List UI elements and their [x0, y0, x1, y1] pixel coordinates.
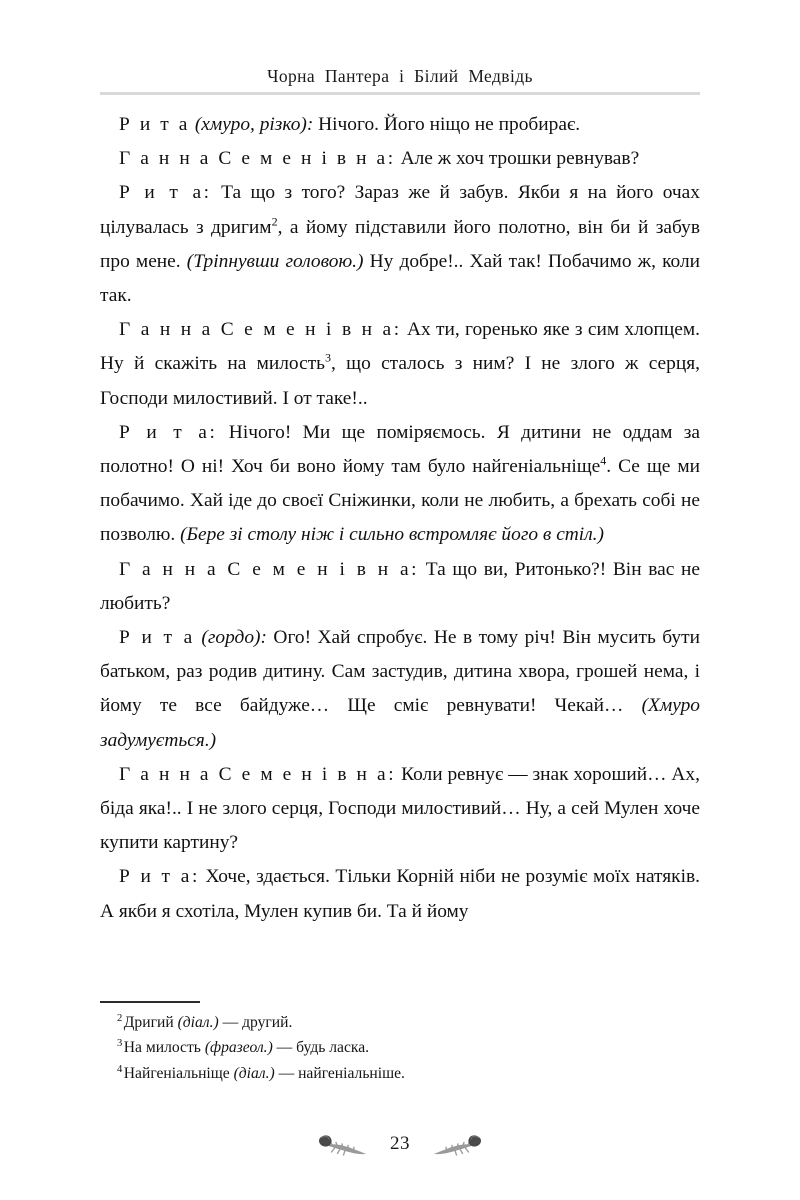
stage-direction: (хмуро, різко):	[190, 114, 314, 135]
stage-direction: (Тріпнувши головою.)	[186, 250, 364, 272]
dialogue-paragraph	[100, 108, 700, 142]
footnote-item	[100, 1010, 700, 1035]
footnote-abbr: (діал.)	[177, 1014, 219, 1031]
dialogue-paragraph	[100, 553, 700, 621]
dialogue-paragraph	[100, 758, 700, 861]
footnote-block	[100, 1010, 700, 1086]
speaker-name: Р и т а:	[119, 866, 200, 888]
dialogue-text: Коли ревнує — знак хороший… Ах, біда яка!.. І не злого серця, Господи милостивий… Ну, а сей Мулен хоче купити картину?	[100, 763, 700, 854]
speaker-name: Г а н н а С е м е н і в н а:	[119, 148, 396, 170]
header-rule	[100, 92, 700, 95]
footnote-item	[100, 1035, 700, 1060]
dialogue-text: Нічого! Ми ще поміряємось. Я дитини не оддам за полотно! О ні! Хоч би воно йому там було найгеніальніще	[100, 421, 700, 478]
stage-direction: (Бере зі столу ніж і сильно встромляє його в стіл.)	[180, 524, 604, 546]
dialogue-text: Нічого. Його ніщо не пробирає.	[313, 114, 581, 135]
footnote-term: Найгеніальніще	[123, 1064, 234, 1082]
stage-direction: (Хмуро задумується.)	[100, 695, 700, 751]
speaker-name: Г а н н а С е м е н і в н а:	[119, 558, 420, 580]
dialogue-paragraph	[100, 176, 700, 313]
page-footer	[0, 1122, 800, 1166]
dialogue-text: Та що з того? Зараз же й забув. Якби я на його очах цілувалась з дригим	[100, 182, 700, 238]
footnote-term: Дригий	[123, 1014, 178, 1031]
body-text	[100, 108, 700, 929]
dialogue-text: Та що ви, Ритонько?! Він вас не любить?	[100, 558, 700, 614]
footnote-ref[interactable]: 2	[271, 214, 278, 229]
dialogue-text: Але ж хоч трошки ревнував?	[395, 148, 640, 170]
footnote-number: 3	[117, 1038, 123, 1050]
dialogue-text: . Се ще ми побачимо. Хай іде до своєї Сніжинки, коли не любить, а брехать собі не позволю.	[100, 456, 700, 546]
dialogue-paragraph	[100, 860, 700, 928]
dialogue-paragraph	[100, 621, 700, 758]
footnote-gloss: — другий.	[218, 1014, 293, 1031]
footnote-abbr: (фразеол.)	[204, 1039, 273, 1057]
footnote-gloss: — найгеніальніше.	[274, 1064, 405, 1082]
dialogue-paragraph	[100, 142, 700, 176]
dialogue-text: Ах ти, горенько яке з сим хлопцем. Ну й скажіть на милость	[100, 319, 700, 375]
leaf-ornament-icon	[316, 1129, 372, 1159]
footnote-term: На милость	[123, 1039, 205, 1057]
dialogue-text: , що сталось з ним? І не злого ж серця, Господи милостивий. І от таке!..	[100, 353, 700, 409]
stage-direction: (гордо):	[194, 627, 267, 649]
footnote-item	[100, 1061, 700, 1086]
speaker-name: Р и т а:	[119, 182, 212, 204]
dialogue-text: , а йому підставили його полотно, він би й забув про мене.	[100, 216, 700, 272]
speaker-name: Р и т а	[119, 627, 195, 649]
page-number: 23	[390, 1133, 410, 1154]
speaker-name: Р и т а	[119, 114, 190, 135]
footnote-ref[interactable]: 4	[600, 453, 607, 468]
footnote-number: 4	[117, 1063, 123, 1075]
leaf-ornament-icon	[428, 1129, 484, 1159]
footnote-number: 2	[117, 1012, 123, 1024]
footnote-ref[interactable]: 3	[325, 350, 332, 365]
speaker-name: Р и т а:	[119, 421, 218, 443]
speaker-name: Г а н н а С е м е н і в н а:	[119, 319, 402, 341]
footnote-gloss: — будь ласка.	[272, 1039, 370, 1057]
speaker-name: Г а н н а С е м е н і в н а:	[119, 763, 397, 785]
footnote-abbr: (діал.)	[233, 1064, 275, 1082]
footnote-separator-rule	[100, 1001, 200, 1003]
dialogue-paragraph	[100, 313, 700, 416]
dialogue-text: Хоче, здається. Тільки Корній ніби не розуміє моїх натяків. А якби я схотіла, Мулен купив би. Та й йому	[100, 866, 700, 922]
dialogue-text: Ну добре!.. Хай так! Побачимо ж, коли так.	[100, 250, 701, 307]
dialogue-text: Ого! Хай спробує. Не в тому річ! Він мусить бути батьком, раз родив дитину. Сам застудив, дитина хвора, грошей нема, і йому те все байдуже… Ще сміє ревнувати! Чекай…	[100, 627, 700, 717]
dialogue-paragraph	[100, 416, 700, 553]
running-head: Чорна Пантера і Білий Медвідь	[267, 66, 533, 86]
